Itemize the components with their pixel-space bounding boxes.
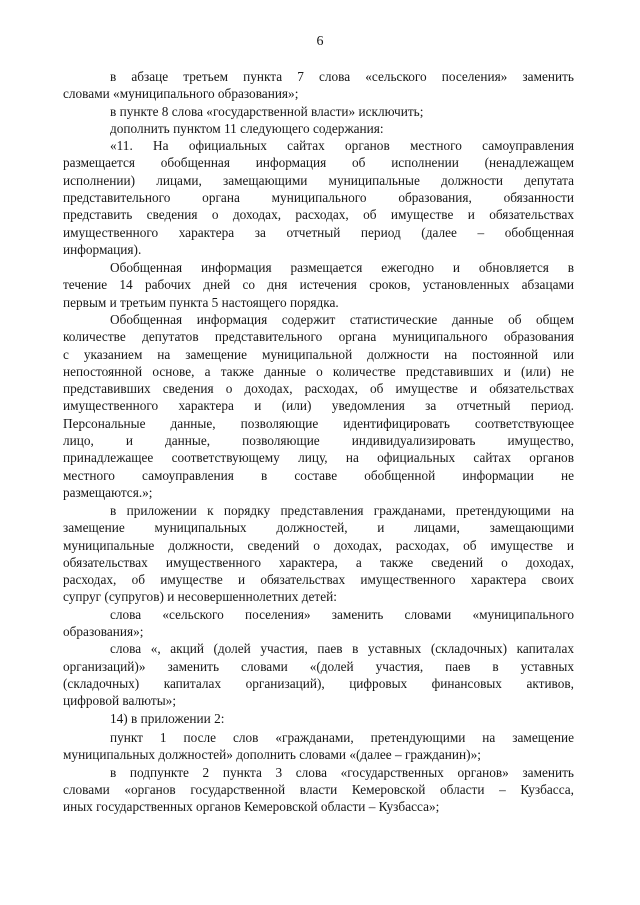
text-line: количестве депутатов представительного органа муниципального образования [63, 329, 574, 345]
text-line: местного самоуправления в составе обобщенной информации не [63, 467, 574, 483]
text-line: непостоянной основе, а также данные о количестве представивших и (или) не [63, 363, 574, 379]
text-line: пункт 1 после слов «гражданами, претендующими на замещение [110, 730, 574, 745]
paragraph [63, 710, 574, 727]
text-line: словами «органов государственной власти Кемеровской области – Кузбасса, [63, 781, 574, 797]
text-line: в абзаце третьем пункта 7 слова «сельского поселения» заменить [110, 69, 574, 84]
text-line: имущественного характера за отчетный период (далее – обобщенная [63, 224, 574, 240]
text-line: замещение муниципальных должностей, и лицами, замещающими [63, 520, 574, 536]
text-line: супруг (супругов) и несовершеннолетних детей: [63, 589, 337, 605]
text-line: слова «сельского поселения» заменить словами «муниципального [110, 606, 574, 622]
text-line: в приложении к порядку представления гражданами, претендующими на [110, 503, 574, 518]
text-line: имущественного характера и (или) уведомления за отчетный период. [63, 398, 574, 414]
page-number: 6 [316, 34, 324, 49]
text-line: в пункте 8 слова «государственной власти» исключить; [110, 103, 424, 119]
text-line: слова «, акций (долей участия, паев в уставных (складочных) капиталах [110, 641, 574, 657]
text-line: размещаются.»; [63, 484, 153, 500]
text-line: размещается обобщенная информация об исполнении (ненадлежащем [63, 155, 574, 171]
text-line: муниципальных должностей» дополнить словами «(далее – гражданин)»; [63, 747, 481, 763]
text-line: Обобщенная информация размещается ежегодно и обновляется в [110, 260, 574, 275]
paragraph [63, 311, 574, 501]
text-line: 14) в приложении 2: [110, 711, 225, 726]
text-line: (складочных) капиталах организаций), цифровых финансовых активов, [63, 675, 574, 691]
text-line: организаций)» заменить словами «(долей участия, паев в уставных [63, 658, 574, 674]
text-line: с указанием на замещение муниципальной должности на постоянной или [63, 346, 574, 362]
text-line: муниципальные должности, сведений о доходах, расходах, об имуществе и [63, 537, 574, 553]
text-line: лицо, и данные, позволяющие индивидуализировать имущество, [63, 433, 574, 449]
paragraph [63, 502, 574, 710]
text-line: принадлежащее соответствующему лицу, на официальных сайтах органов [63, 450, 574, 466]
text-line: дополнить пунктом 11 следующего содержания: [110, 120, 384, 136]
text-line: образования»; [63, 624, 144, 640]
paragraph [63, 68, 574, 258]
text-line: представивших сведения о доходах, расходах, об имуществе и обязательствах [63, 381, 574, 397]
text-line: первым и третьим пункта 5 настоящего порядка. [63, 294, 339, 310]
text-line: представительного органа муниципального образования, обязанности [63, 190, 574, 206]
paragraph [63, 729, 574, 815]
text-line: течение 14 рабочих дней со дня истечения сроков, установленных абзацами [63, 277, 574, 293]
text-line: Обобщенная информация содержит статистические данные об общем [110, 312, 574, 327]
text-line: словами «муниципального образования»; [63, 86, 299, 102]
text-line: информация). [63, 241, 142, 257]
text-line: обязательствах имущественного характера, а также сведений о доходах, [63, 554, 574, 570]
text-line: иных государственных органов Кемеровской области – Кузбасса»; [63, 799, 440, 815]
text-line: «11. На официальных сайтах органов местного самоуправления [110, 138, 574, 154]
text-line: Персональные данные, позволяющие идентифицировать соответствующее [63, 415, 574, 431]
text-line: расходах, об имуществе и обязательствах имущественного характера своих [63, 572, 574, 588]
text-line: представить сведения о доходах, расходах, об имуществе и обязательствах [63, 207, 574, 223]
text-line: цифровой валюты»; [63, 693, 177, 709]
text-line: в подпункте 2 пункта 3 слова «государственных органов» заменить [110, 764, 574, 780]
paragraph [63, 259, 574, 311]
text-line: исполнении) лицами, замещающими муниципальные должности депутата [63, 172, 574, 188]
